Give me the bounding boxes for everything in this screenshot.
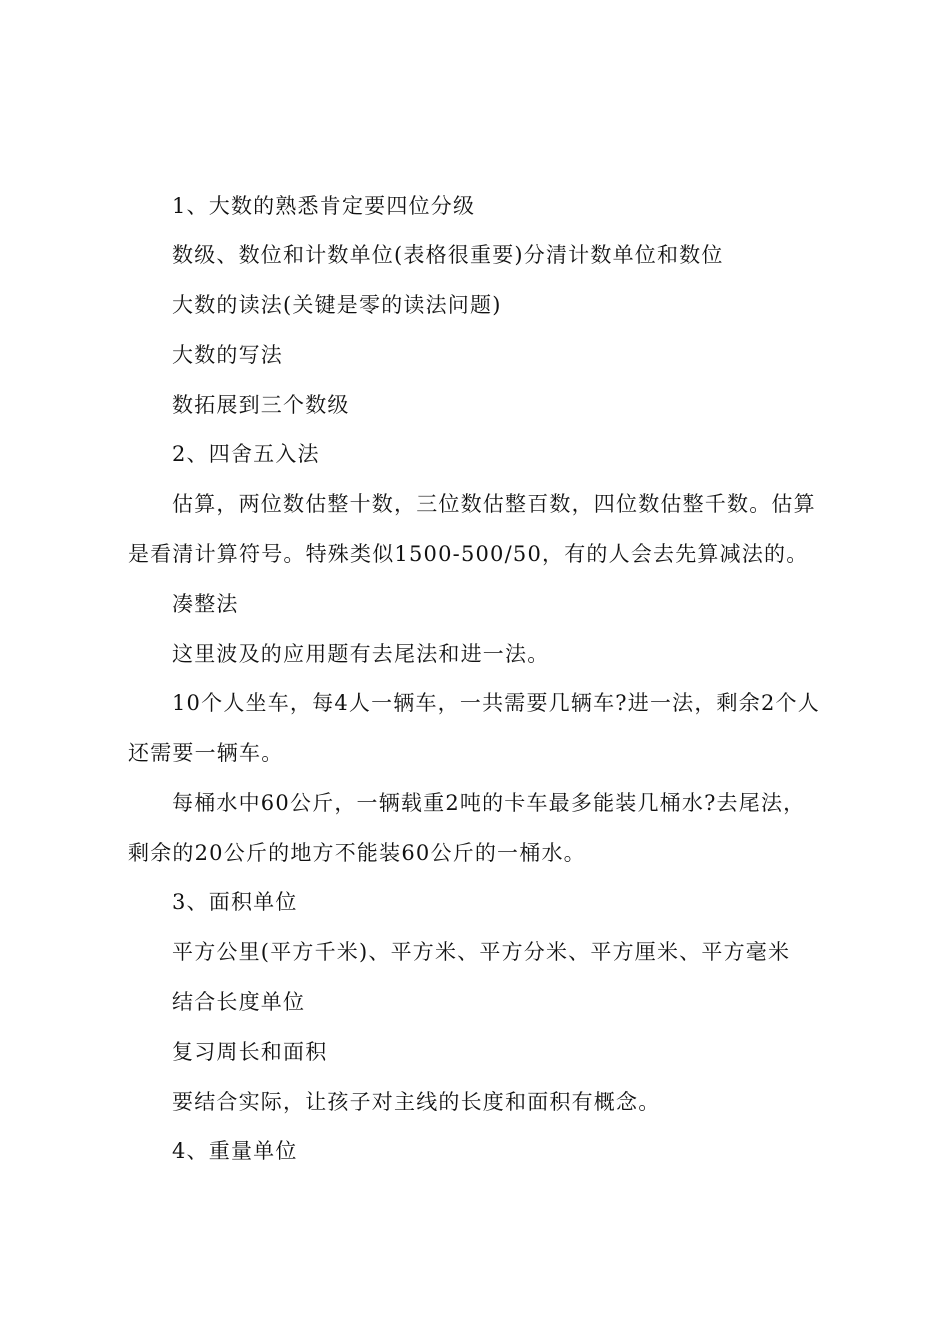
paragraph: 每桶水中60公斤，一辆载重2吨的卡车最多能装几桶水?去尾法， <box>172 791 806 815</box>
paragraph-continuation: 剩余的20公斤的地方不能装60公斤的一桶水。 <box>128 841 586 865</box>
paragraph: 结合长度单位 <box>172 990 306 1014</box>
heading-large-numbers: 1、大数的熟悉肯定要四位分级 <box>172 194 476 218</box>
paragraph-continuation: 是看清计算符号。特殊类似1500-500/50，有的人会去先算减法的。 <box>128 542 809 566</box>
paragraph: 平方公里(平方千米)、平方米、平方分米、平方厘米、平方毫米 <box>172 940 791 964</box>
paragraph: 10个人坐车，每4人一辆车，一共需要几辆车?进一法，剩余2个人 <box>172 691 820 715</box>
paragraph: 复习周长和面积 <box>172 1040 328 1064</box>
paragraph: 数级、数位和计数单位(表格很重要)分清计数单位和数位 <box>172 243 724 267</box>
heading-weight-units: 4、重量单位 <box>172 1139 298 1163</box>
paragraph: 数拓展到三个数级 <box>172 393 350 417</box>
paragraph-continuation: 还需要一辆车。 <box>128 741 284 765</box>
heading-area-units: 3、面积单位 <box>172 890 298 914</box>
paragraph: 估算，两位数估整十数，三位数估整百数，四位数估整千数。估算 <box>172 492 816 516</box>
paragraph: 这里波及的应用题有去尾法和进一法。 <box>172 642 550 666</box>
paragraph: 大数的读法(关键是零的读法问题) <box>172 293 502 317</box>
paragraph: 要结合实际，让孩子对主线的长度和面积有概念。 <box>172 1090 661 1114</box>
heading-rounding: 2、四舍五入法 <box>172 442 320 466</box>
paragraph: 大数的写法 <box>172 343 283 367</box>
paragraph: 凑整法 <box>172 592 239 616</box>
